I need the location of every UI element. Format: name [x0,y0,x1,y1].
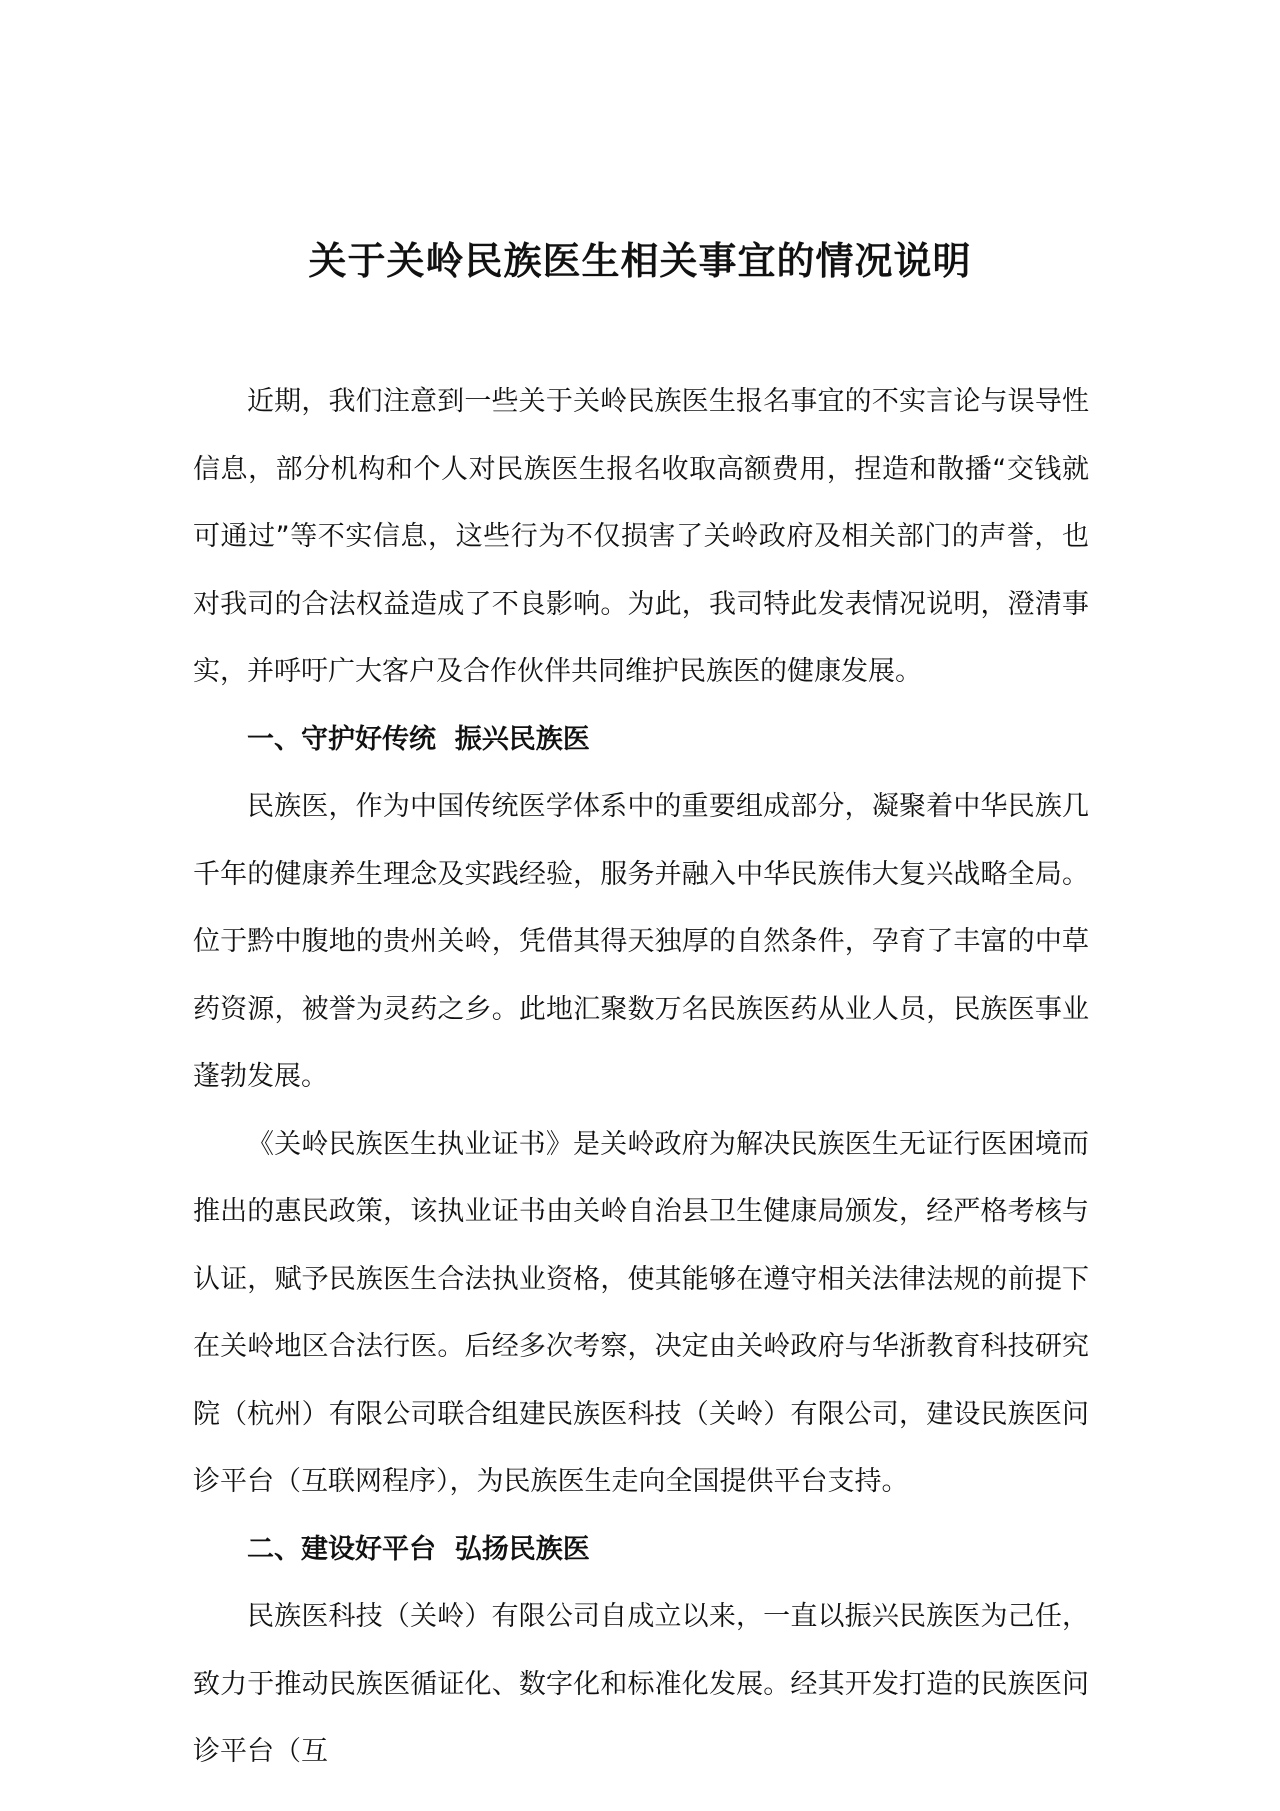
section-2-paragraph-1: 民族医科技（关岭）有限公司自成立以来，一直以振兴民族医为己任，致力于推动民族医循证化、数字化和标准化发展。经其开发打造的民族医问诊平台（互 [193,1601,1089,1767]
section-1-paragraph-1: 民族医，作为中国传统医学体系中的重要组成部分，凝聚着中华民族几千年的健康养生理念及实践经验，服务并融入中华民族伟大复兴战略全局。位于黔中腹地的贵州关岭，凭借其得天独厚的自然条件，孕育了丰富的中草药资源，被誉为灵药之乡。此地汇聚数万名民族医药从业人员，民族医事业蓬勃发展。 [193,791,1089,1092]
section-1-heading: 一、守护好传统 振兴民族医 [247,723,590,755]
document-body [193,368,1089,1786]
section-1-paragraph-2: 《关岭民族医生执业证书》是关岭政府为解决民族医生无证行医困境而推出的惠民政策，该执业证书由关岭自治县卫生健康局颁发，经严格考核与认证，赋予民族医生合法执业资格，使其能够在遵守相关法律法规的前提下在关岭地区合法行医。后经多次考察，决定由关岭政府与华浙教育科技研究院（杭州）有限公司联合组建民族医科技（关岭）有限公司，建设民族医问诊平台（互联网程序），为民族医生走向全国提供平台支持。 [193,1128,1089,1497]
section-2-heading: 二、建设好平台 弘扬民族医 [247,1533,590,1565]
intro-paragraph: 近期，我们注意到一些关于关岭民族医生报名事宜的不实言论与误导性信息，部分机构和个人对民族医生报名收取高额费用，捏造和散播“交钱就可通过”等不实信息，这些行为不仅损害了关岭政府及相关部门的声誉，也对我司的合法权益造成了不良影响。为此，我司特此发表情况说明，澄清事实，并呼吁广大客户及合作伙伴共同维护民族医的健康发展。 [193,386,1089,687]
document-title: 关于关岭民族医生相关事宜的情况说明 [308,239,972,283]
